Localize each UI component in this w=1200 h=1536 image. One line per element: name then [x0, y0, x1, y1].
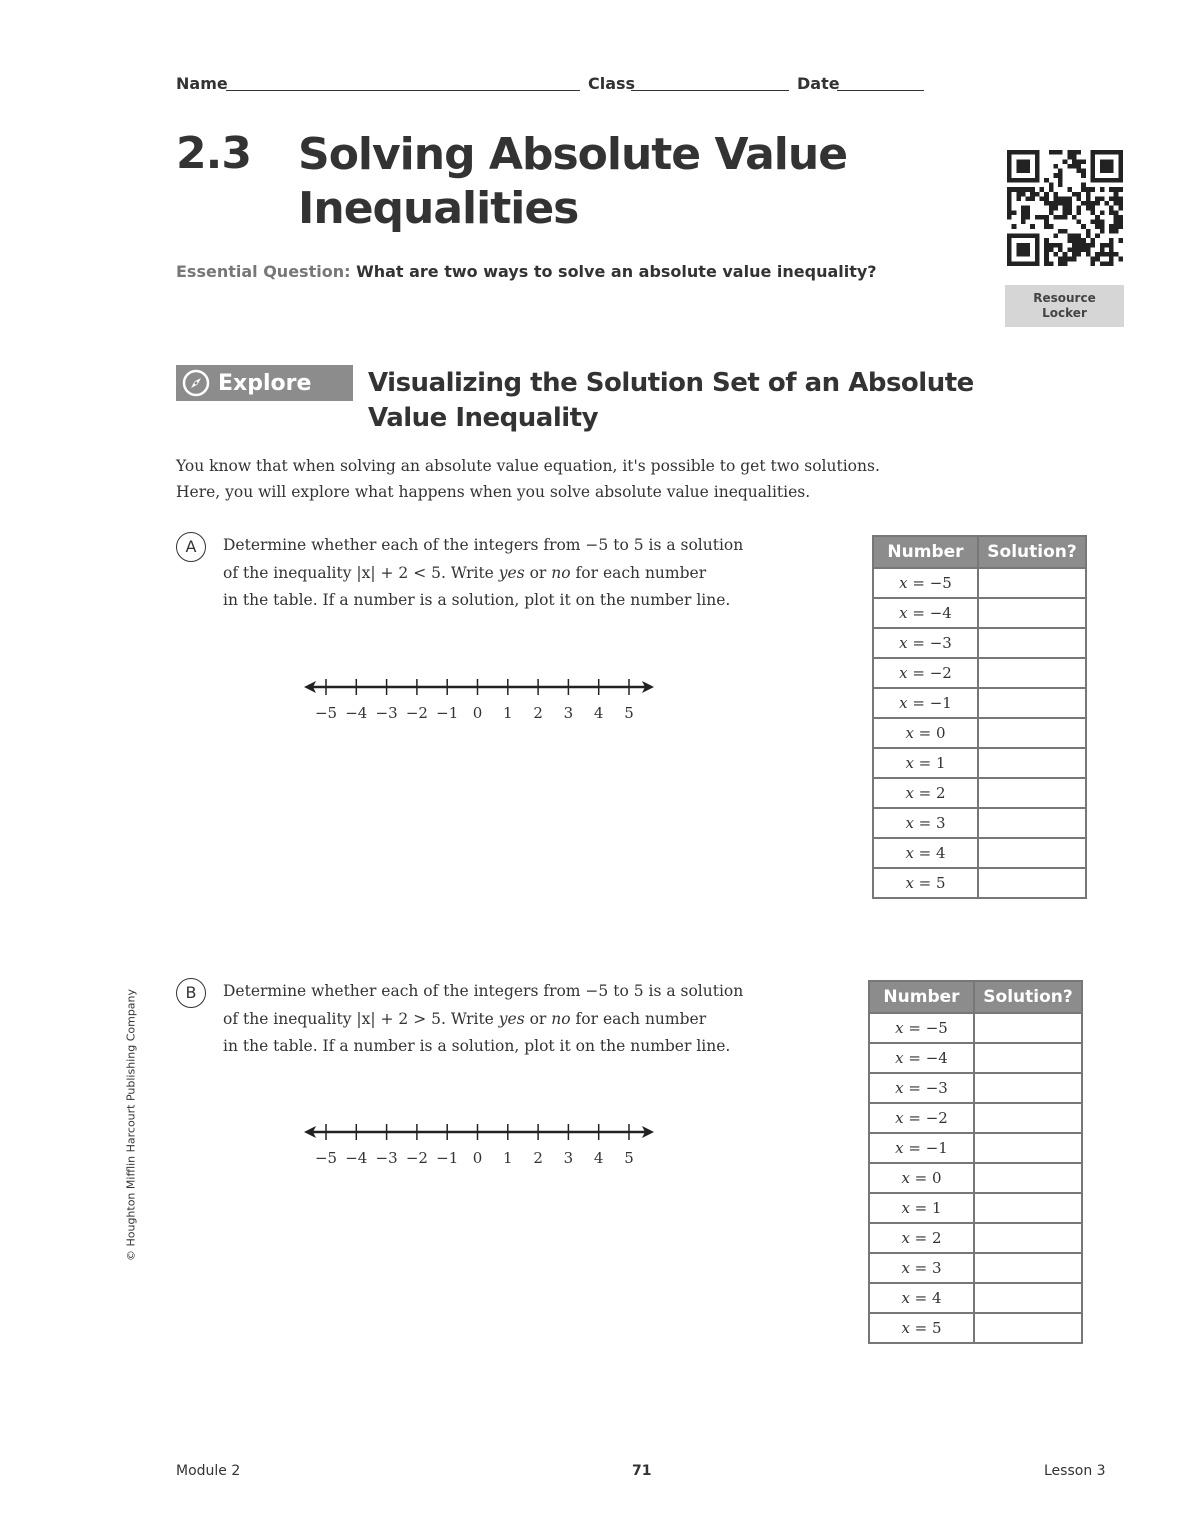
task-b-line-2: [223, 1006, 783, 1034]
solution-answer-cell[interactable]: [978, 718, 1086, 748]
variable: x: [901, 1319, 910, 1337]
number-value: 3: [936, 814, 946, 832]
number-cell: [873, 688, 978, 718]
variable: x: [895, 1019, 904, 1037]
number-cell: [873, 808, 978, 838]
solution-answer-cell[interactable]: [974, 1163, 1082, 1193]
table-row: [869, 1073, 1082, 1103]
number-value: −4: [929, 604, 952, 622]
number-value: 3: [932, 1259, 942, 1277]
number-cell: [873, 868, 978, 898]
table-row: [873, 838, 1086, 868]
number-value: 4: [932, 1289, 942, 1307]
table-row: [869, 1133, 1082, 1163]
table-a-header-number: Number: [873, 536, 978, 568]
number-value: −2: [929, 664, 952, 682]
number-line-tick-label: −1: [436, 1149, 459, 1167]
task-a-or: or: [524, 563, 552, 582]
equals-sign: =: [909, 1229, 933, 1247]
equals-sign: =: [903, 1139, 926, 1157]
table-row: [873, 688, 1086, 718]
table-row: [869, 1313, 1082, 1343]
variable: x: [901, 1259, 910, 1277]
table-row: [873, 598, 1086, 628]
solution-answer-cell[interactable]: [974, 1073, 1082, 1103]
solution-answer-cell[interactable]: [978, 778, 1086, 808]
number-cell: [873, 778, 978, 808]
number-value: 4: [936, 844, 946, 862]
variable: x: [895, 1139, 904, 1157]
number-cell: [869, 1013, 974, 1043]
variable: x: [901, 1169, 910, 1187]
footer-module: Module 2: [176, 1463, 241, 1479]
number-line-tick-label: −2: [405, 704, 428, 722]
name-field[interactable]: [226, 90, 580, 91]
equals-sign: =: [903, 1109, 926, 1127]
table-row: [873, 718, 1086, 748]
equals-sign: =: [903, 1019, 926, 1037]
number-value: −3: [925, 1079, 948, 1097]
solution-table-b: [868, 980, 1083, 1344]
task-a-line-2-end: for each number: [570, 563, 707, 582]
number-cell: [873, 598, 978, 628]
variable: x: [901, 1199, 910, 1217]
date-label: Date: [797, 74, 840, 93]
task-a-no: no: [551, 563, 571, 582]
equals-sign: =: [913, 754, 937, 772]
number-value: 0: [936, 724, 946, 742]
number-line-tick-label: 2: [533, 704, 543, 722]
task-b-line-1: Determine whether each of the integers from −5 to 5 is a solution: [223, 982, 744, 1000]
number-line-tick-label: −4: [345, 1149, 368, 1167]
number-cell: [869, 1103, 974, 1133]
equals-sign: =: [909, 1199, 933, 1217]
table-row: [869, 1193, 1082, 1223]
equals-sign: =: [909, 1169, 933, 1187]
number-line-tick-label: −5: [314, 1149, 338, 1167]
number-cell: [869, 1043, 974, 1073]
task-a-yes: yes: [498, 563, 525, 582]
equals-sign: =: [913, 724, 937, 742]
explore-intro: [176, 453, 936, 505]
number-line-tick-label: −3: [375, 1149, 398, 1167]
solution-answer-cell[interactable]: [978, 838, 1086, 868]
table-row: [873, 868, 1086, 898]
variable: x: [905, 754, 914, 772]
solution-answer-cell[interactable]: [974, 1103, 1082, 1133]
variable: x: [905, 844, 914, 862]
number-cell: [869, 1163, 974, 1193]
variable: x: [905, 814, 914, 832]
essential-question-label: Essential Question:: [176, 262, 351, 281]
number-value: 2: [936, 784, 946, 802]
number-cell: [873, 628, 978, 658]
number-value: 2: [932, 1229, 942, 1247]
number-cell: [869, 1133, 974, 1163]
variable: x: [901, 1289, 910, 1307]
variable: x: [899, 604, 908, 622]
solution-answer-cell[interactable]: [978, 628, 1086, 658]
table-row: [869, 1253, 1082, 1283]
name-label: Name: [176, 74, 228, 93]
task-b-line-2-end: for each number: [570, 1009, 707, 1028]
number-line-tick-label: −2: [405, 1149, 428, 1167]
solution-answer-cell[interactable]: [978, 568, 1086, 598]
intro-line-1: You know that when solving an absolute value equation, it's possible to get two solutions.: [176, 457, 880, 475]
number-line-tick-label: 1: [503, 704, 513, 722]
resource-locker-button[interactable]: [1005, 285, 1124, 327]
number-line-tick-label: −1: [436, 704, 459, 722]
student-info-header: [176, 70, 926, 94]
variable: x: [895, 1109, 904, 1127]
equals-sign: =: [913, 874, 937, 892]
essential-question-text: What are two ways to solve an absolute value inequality?: [356, 262, 877, 281]
number-cell: [873, 748, 978, 778]
number-line-tick-label: −5: [314, 704, 338, 722]
task-b-instructions: [223, 978, 783, 1061]
number-value: 5: [936, 874, 946, 892]
number-line-a[interactable]: [300, 672, 660, 722]
solution-answer-cell[interactable]: [978, 868, 1086, 898]
number-value: 1: [932, 1199, 942, 1217]
number-line-tick-label: −3: [375, 704, 398, 722]
equals-sign: =: [913, 844, 937, 862]
table-row: [869, 1283, 1082, 1313]
task-a-line-3: in the table. If a number is a solution, plot it on the number line.: [223, 591, 731, 609]
table-row: [873, 628, 1086, 658]
equals-sign: =: [909, 1319, 933, 1337]
publisher-credit: © Houghton Mifflin Harcourt Publishing Company: [124, 988, 138, 1262]
variable: x: [901, 1229, 910, 1247]
explore-label: Explore: [218, 370, 312, 396]
task-a-line-1: Determine whether each of the integers from −5 to 5 is a solution: [223, 536, 744, 554]
table-row: [869, 1043, 1082, 1073]
number-cell: [869, 1253, 974, 1283]
number-value: 5: [932, 1319, 942, 1337]
equals-sign: =: [913, 784, 937, 802]
number-value: −5: [929, 574, 952, 592]
equals-sign: =: [907, 604, 930, 622]
number-line-tick-label: −4: [345, 704, 368, 722]
task-b-line-3: in the table. If a number is a solution, plot it on the number line.: [223, 1037, 731, 1055]
variable: x: [895, 1049, 904, 1067]
number-line-tick-label: 4: [593, 1149, 604, 1167]
variable: x: [899, 664, 908, 682]
table-row: [869, 1013, 1082, 1043]
task-a-instructions: [223, 532, 783, 615]
number-value: −1: [925, 1139, 948, 1157]
number-cell: [869, 1193, 974, 1223]
equals-sign: =: [907, 574, 930, 592]
task-b-no: no: [551, 1009, 571, 1028]
equals-sign: =: [909, 1259, 933, 1277]
equals-sign: =: [909, 1289, 933, 1307]
table-row: [873, 748, 1086, 778]
task-a-line-2: [223, 560, 783, 588]
lesson-number: 2.3: [176, 128, 251, 179]
task-b-marker: B: [176, 978, 206, 1008]
number-line-tick-label: 0: [472, 1149, 483, 1167]
number-cell: [873, 568, 978, 598]
compass-icon: [182, 369, 210, 397]
solution-answer-cell[interactable]: [974, 1133, 1082, 1163]
qr-code-icon[interactable]: [1007, 150, 1123, 266]
number-value: 0: [932, 1169, 942, 1187]
explore-badge: [176, 365, 353, 401]
number-line-tick-label: 4: [593, 704, 604, 722]
table-row: [869, 1223, 1082, 1253]
number-line-tick-label: 1: [503, 1149, 513, 1167]
variable: x: [899, 574, 908, 592]
solution-answer-cell[interactable]: [974, 1193, 1082, 1223]
table-a-header-solution: Solution?: [978, 536, 1086, 568]
table-row: [873, 778, 1086, 808]
date-field[interactable]: [837, 90, 924, 91]
equals-sign: =: [907, 694, 930, 712]
number-cell: [873, 718, 978, 748]
lesson-title: Solving Absolute Value Inequalities: [298, 129, 848, 234]
solution-answer-cell[interactable]: [978, 808, 1086, 838]
variable: x: [899, 694, 908, 712]
solution-answer-cell[interactable]: [974, 1043, 1082, 1073]
solution-answer-cell[interactable]: [974, 1223, 1082, 1253]
footer-lesson: Lesson 3: [1044, 1463, 1106, 1479]
number-cell: [869, 1073, 974, 1103]
task-b-or: or: [524, 1009, 552, 1028]
number-cell: [869, 1223, 974, 1253]
number-cell: [869, 1313, 974, 1343]
number-cell: [873, 838, 978, 868]
class-field[interactable]: [631, 90, 789, 91]
explore-title: Visualizing the Solution Set of an Absolute Value Inequality: [368, 368, 974, 433]
number-line-tick-label: 5: [624, 1149, 634, 1167]
number-value: −4: [925, 1049, 948, 1067]
number-line-b[interactable]: [300, 1117, 660, 1167]
variable: x: [905, 874, 914, 892]
table-row: [873, 568, 1086, 598]
number-line-tick-label: 5: [624, 704, 634, 722]
solution-answer-cell[interactable]: [974, 1313, 1082, 1343]
number-value: −1: [929, 694, 952, 712]
equals-sign: =: [913, 814, 937, 832]
intro-line-2: Here, you will explore what happens when you solve absolute value inequalities.: [176, 483, 811, 501]
variable: x: [905, 724, 914, 742]
number-cell: [869, 1283, 974, 1313]
footer-page-number: 71: [632, 1463, 652, 1479]
variable: x: [905, 784, 914, 802]
number-value: −3: [929, 634, 952, 652]
solution-answer-cell[interactable]: [978, 658, 1086, 688]
solution-answer-cell[interactable]: [978, 598, 1086, 628]
equals-sign: =: [907, 664, 930, 682]
number-line-tick-label: 3: [563, 704, 574, 722]
resource-locker-line2: Locker: [1042, 306, 1087, 320]
solution-answer-cell[interactable]: [978, 688, 1086, 718]
solution-answer-cell[interactable]: [978, 748, 1086, 778]
variable: x: [899, 634, 908, 652]
number-cell: [873, 658, 978, 688]
solution-answer-cell[interactable]: [974, 1253, 1082, 1283]
number-line-tick-label: 0: [472, 704, 483, 722]
table-b-header-solution: Solution?: [974, 981, 1082, 1013]
solution-table-a: [872, 535, 1087, 899]
task-a-inequality: of the inequality |x| + 2 < 5. Write: [223, 563, 499, 582]
solution-answer-cell[interactable]: [974, 1283, 1082, 1313]
task-b-yes: yes: [498, 1009, 525, 1028]
table-row: [873, 658, 1086, 688]
number-value: −5: [925, 1019, 948, 1037]
equals-sign: =: [907, 634, 930, 652]
task-a-marker: A: [176, 532, 206, 562]
resource-locker-line1: Resource: [1033, 291, 1096, 305]
number-value: −2: [925, 1109, 948, 1127]
table-row: [873, 808, 1086, 838]
number-line-tick-label: 3: [563, 1149, 574, 1167]
number-value: 1: [936, 754, 946, 772]
table-b-header-number: Number: [869, 981, 974, 1013]
task-b-inequality: of the inequality |x| + 2 > 5. Write: [223, 1009, 499, 1028]
variable: x: [895, 1079, 904, 1097]
table-row: [869, 1163, 1082, 1193]
class-label: Class: [588, 74, 636, 93]
table-row: [869, 1103, 1082, 1133]
equals-sign: =: [903, 1079, 926, 1097]
number-line-tick-label: 2: [533, 1149, 543, 1167]
essential-question: [176, 262, 877, 281]
equals-sign: =: [903, 1049, 926, 1067]
solution-answer-cell[interactable]: [974, 1013, 1082, 1043]
